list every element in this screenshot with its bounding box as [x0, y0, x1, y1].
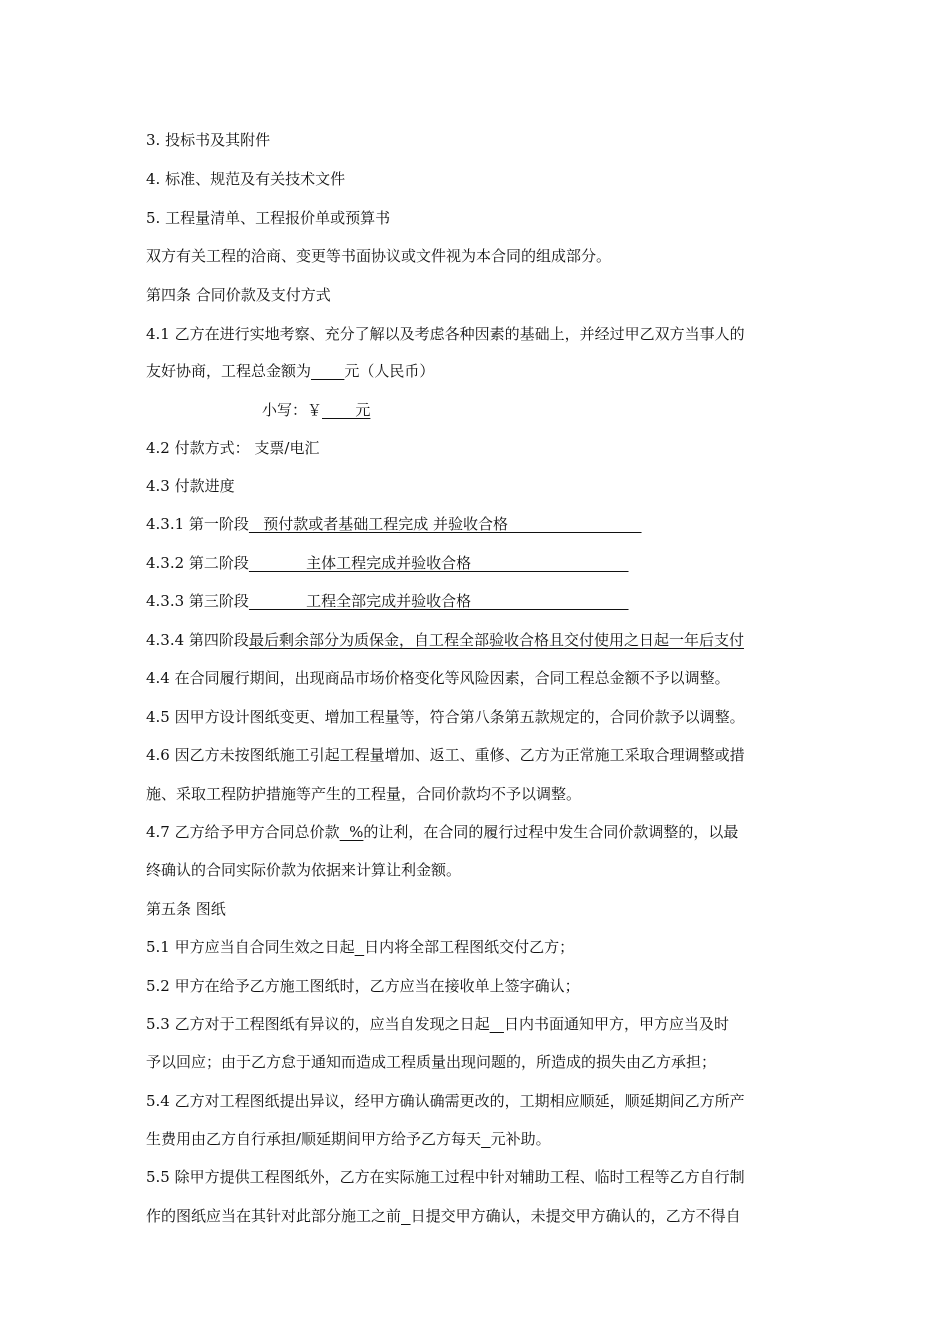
stage-label: 4.3.4 第四阶段	[146, 631, 249, 649]
stage-2-value: 主体工程完成并验收合格	[248, 554, 629, 572]
clause-4-3-1	[146, 514, 642, 534]
clause-text: 的让利，在合同的履行过程中发生合同价款调整的，以最	[363, 823, 739, 841]
clause-text: 作的图纸应当在其针对此部分施工之前	[146, 1207, 402, 1225]
clause-4-2: 4.2 付款方式： 支票/电汇	[146, 439, 320, 457]
clause-4-6-line2: 施、采取工程防护措施等产生的工程量，合同价款均不予以调整。	[146, 785, 582, 803]
amount-figures-label: 小写：￥	[262, 401, 323, 419]
amount-figures-line	[262, 400, 370, 420]
clause-text: 友好协商，工程总金额为	[146, 362, 312, 380]
clause-4-5: 4.5 因甲方设计图纸变更、增加工程量等，符合第八条第五款规定的，合同价款予以调整。	[146, 708, 745, 726]
discount-percent-blank: %	[339, 823, 364, 841]
clause-4-3-3	[146, 591, 629, 611]
amount-figures-blank: 元	[322, 401, 371, 419]
list-item-quantity-list: 5. 工程量清单、工程报价单或预算书	[146, 209, 391, 227]
clause-5-2: 5.2 甲方在给予乙方施工图纸时，乙方应当在接收单上签字确认；	[146, 977, 580, 995]
clause-5-3-line1	[146, 1014, 729, 1034]
clause-4-3-2	[146, 553, 629, 573]
clause-text: 日提交甲方确认，未提交甲方确认的，乙方不得自	[410, 1207, 741, 1225]
stage-label: 4.3.3 第三阶段	[146, 592, 249, 610]
clause-5-1	[146, 937, 574, 957]
clause-text: 4.7 乙方给予甲方合同总价款	[146, 823, 340, 841]
clause-text: 生费用由乙方自行承担/顺延期间甲方给予乙方每天	[146, 1130, 482, 1148]
stage-4-value: 最后剩余部分为质保金，自工程全部验收合格且交付使用之日起一年后支付	[248, 631, 744, 649]
paragraph-contract-components: 双方有关工程的洽商、变更等书面协议或文件视为本合同的组成部分。	[146, 247, 612, 265]
clause-text: 元（人民币）	[344, 362, 435, 380]
stage-1-value: 预付款或者基础工程完成 并验收合格	[248, 515, 642, 533]
days-blank	[355, 938, 365, 956]
subsidy-blank	[481, 1130, 491, 1148]
clause-text: 5.1 甲方应当自合同生效之日起	[146, 938, 355, 956]
heading-article-4: 第四条 合同价款及支付方式	[146, 286, 331, 304]
clause-4-4: 4.4 在合同履行期间，出现商品市场价格变化等风险因素，合同工程总金额不予以调整。	[146, 669, 730, 687]
clause-5-5-line2	[146, 1206, 741, 1226]
clause-text: 5.3 乙方对于工程图纸有异议的，应当自发现之日起	[146, 1015, 490, 1033]
clause-text: 日内将全部工程图纸交付乙方；	[364, 938, 575, 956]
total-amount-blank	[311, 362, 344, 380]
clause-4-1-line1: 4.1 乙方在进行实地考察、充分了解以及考虑各种因素的基础上，并经过甲乙双方当事人的	[146, 325, 745, 343]
clause-text: 日内书面通知甲方，甲方应当及时	[503, 1015, 729, 1033]
clause-text: 元补助。	[490, 1130, 551, 1148]
clause-4-7-line1	[146, 822, 738, 842]
heading-article-5: 第五条 图纸	[146, 900, 226, 918]
clause-4-6-line1: 4.6 因乙方未按图纸施工引起工程量增加、返工、重修、乙方为正常施工采取合理调整或措	[146, 746, 745, 764]
days-blank	[401, 1207, 411, 1225]
days-blank	[490, 1015, 504, 1033]
clause-4-3-4	[146, 630, 744, 650]
stage-label: 4.3.2 第二阶段	[146, 554, 249, 572]
stage-label: 4.3.1 第一阶段	[146, 515, 249, 533]
stage-3-value: 工程全部完成并验收合格	[248, 592, 629, 610]
list-item-bid-document: 3. 投标书及其附件	[146, 131, 271, 149]
list-item-standards: 4. 标准、规范及有关技术文件	[146, 170, 346, 188]
clause-4-1-line2	[146, 361, 434, 381]
clause-5-3-line2: 予以回应；由于乙方怠于通知而造成工程质量出现问题的，所造成的损失由乙方承担；	[146, 1053, 717, 1071]
clause-5-5-line1: 5.5 除甲方提供工程图纸外，乙方在实际施工过程中针对辅助工程、临时工程等乙方自行制	[146, 1168, 745, 1186]
clause-4-3: 4.3 付款进度	[146, 477, 235, 495]
clause-4-7-line2: 终确认的合同实际价款为依据来计算让利金额。	[146, 861, 462, 879]
clause-5-4-line1: 5.4 乙方对工程图纸提出异议，经甲方确认确需更改的，工期相应顺延，顺延期间乙方所产	[146, 1092, 745, 1110]
clause-5-4-line2	[146, 1129, 551, 1149]
